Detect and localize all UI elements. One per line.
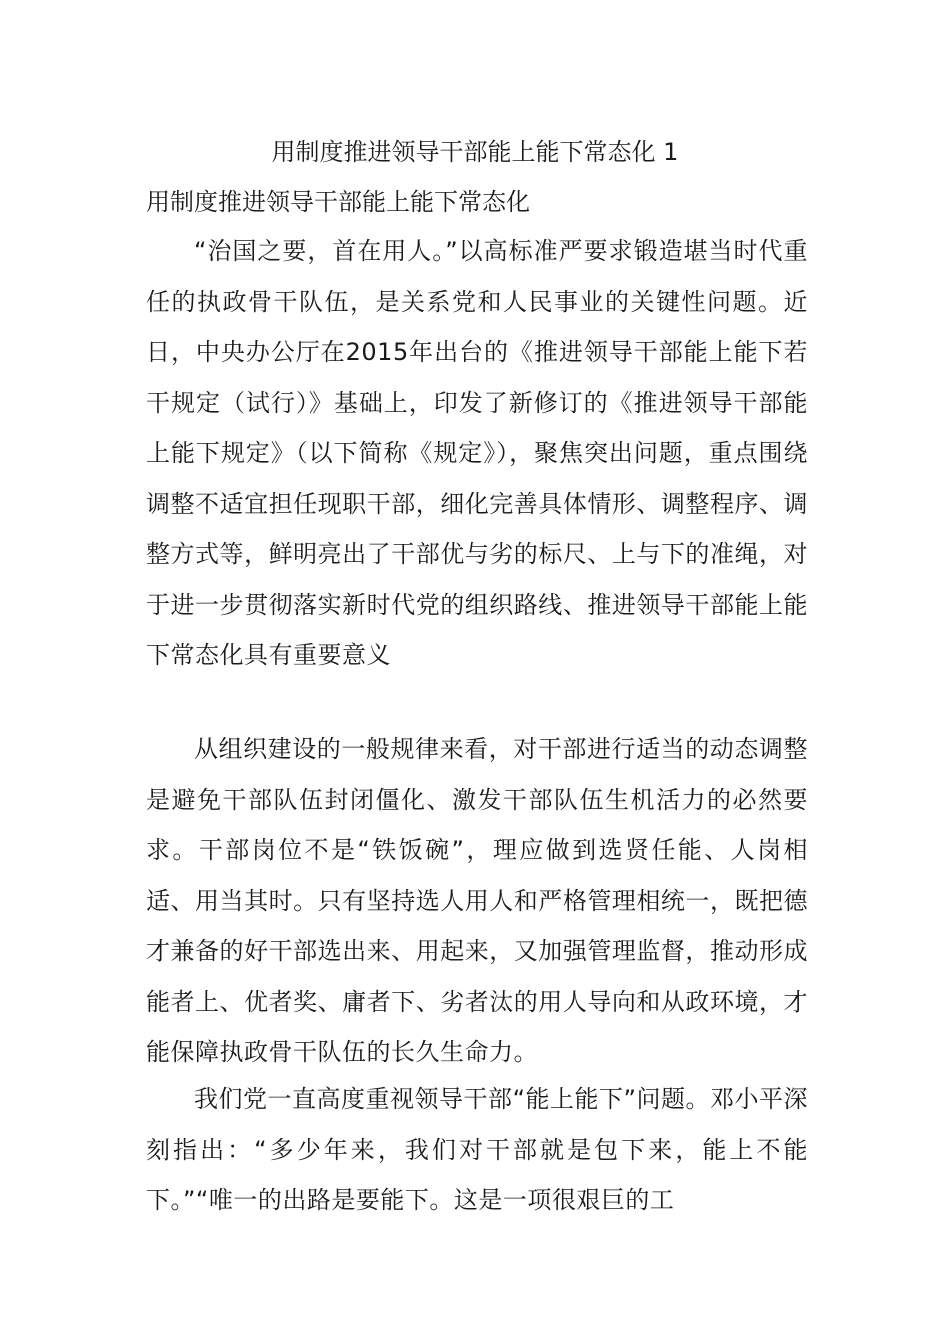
body-paragraph-3: 我们党一直高度重视领导干部“能上能下”问题。邓小平深刻指出：“多少年来，我们对干部就是包下来，能上不能下。”“唯一的出路是要能下。这是一项很艰巨的工 [146, 1085, 808, 1214]
body-paragraph-1: “治国之要，首在用人。”以高标准严要求锻造堪当时代重任的执政骨干队伍，是关系党和人民事业的关键性问题。近日，中央办公厅在2015年出台的《推进领导干部能上能下若干规定（试行）》基础上，印发了新修订的《推进领导干部能上能下规定》（以下简称《规定》），聚焦突出问题，重点围绕调整不适宜担任现职干部，细化完善具体情形、调整程序、调整方式等，鲜明亮出了干部优与劣的标尺、上与下的准绳，对于进一步贯彻落实新时代党的组织路线、推进领导干部能上能下常态化具有重要意义 [146, 237, 808, 669]
body-paragraph-2: 从组织建设的一般规律来看，对干部进行适当的动态调整是避免干部队伍封闭僵化、激发干部队伍生机活力的必然要求。干部岗位不是“铁饭碗”，理应做到选贤任能、人岗相适、用当其时。只有坚持选人用人和严格管理相统一，既把德才兼备的好干部选出来、用起来，又加强管理监督，推动形成能者上、优者奖、庸者下、劣者汰的用人导向和从政环境，才能保障执政骨干队伍的长久生命力。 [146, 735, 808, 1066]
document-title: 用制度推进领导干部能上能下常态化 1 [271, 138, 679, 166]
document-subtitle: 用制度推进领导干部能上能下常态化 [146, 188, 530, 216]
